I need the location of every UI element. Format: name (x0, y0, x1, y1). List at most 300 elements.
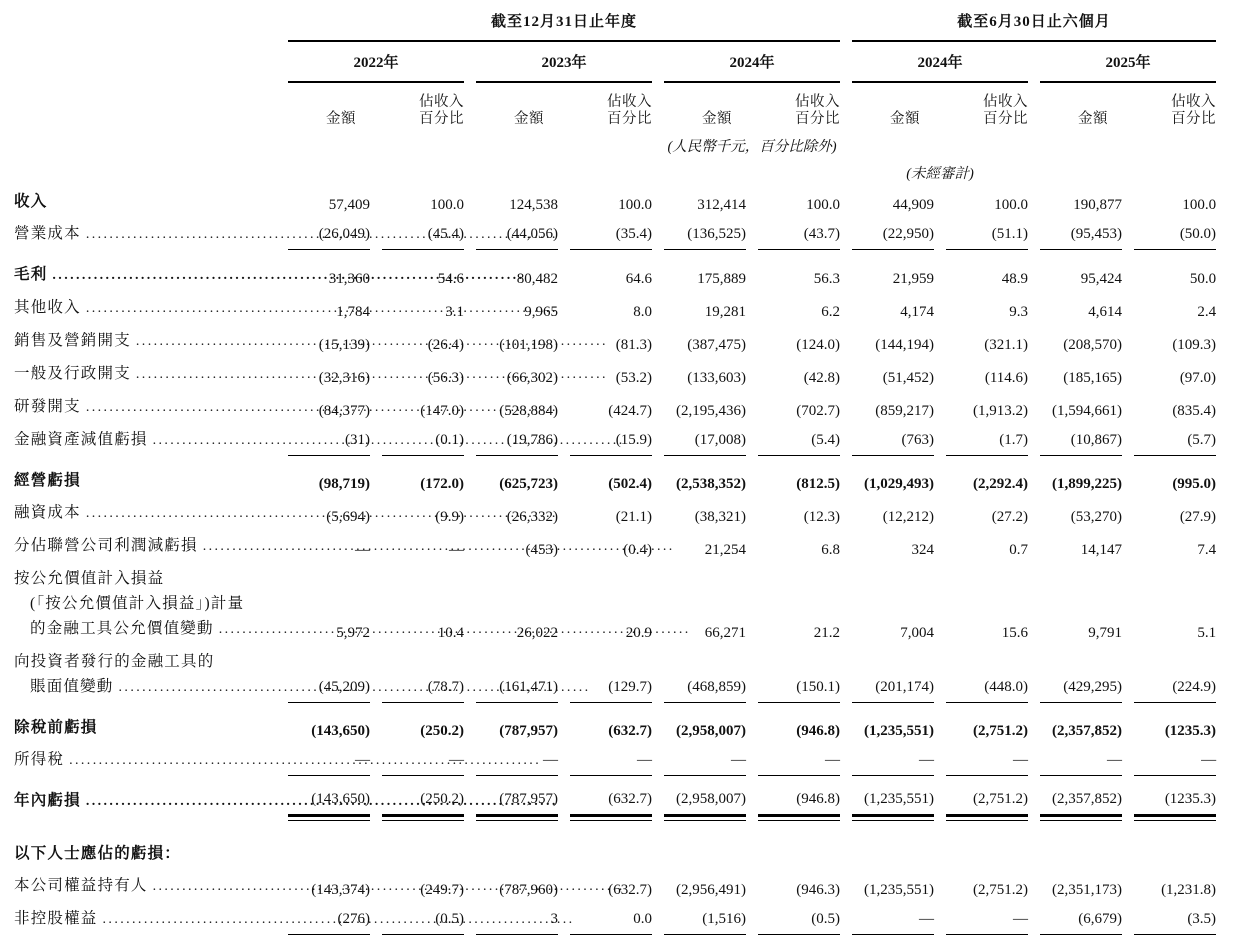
empty-cell (1040, 131, 1122, 158)
empty-cell (382, 158, 464, 185)
pct-cell: 3.1 (445, 304, 464, 320)
pct-column-header (570, 83, 652, 131)
row-label (14, 456, 276, 496)
row-label (14, 821, 276, 869)
pct-cell: (448.0) (946, 645, 1028, 703)
pct-cell: (632.7) (608, 723, 652, 739)
pct-cell (946, 821, 1028, 869)
pct-cell: (0.5) (758, 902, 840, 935)
amount-cell: (528,884) (499, 403, 558, 419)
row-label-spacer (14, 158, 276, 185)
amount-cell: — (852, 743, 934, 776)
row-label-text: 本公司權益持有人 (14, 877, 148, 894)
amount-cell: (38,321) (694, 509, 746, 525)
row-label-line (14, 262, 276, 288)
row-label-text: 毛利 (14, 266, 48, 283)
pct-header-line1: 佔收入 (419, 94, 464, 110)
row-label-spacer (14, 8, 276, 42)
pct-cell (758, 821, 840, 869)
pct-cell: (632.7) (608, 882, 652, 898)
row-label-text: 非控股權益 (14, 910, 98, 927)
amount-cell: (787,957) (476, 776, 558, 817)
pct-cell: (946.8) (758, 776, 840, 817)
amount-cell: (51,452) (882, 370, 935, 386)
amount-cell: 44,909 (892, 197, 935, 213)
pct-cell: (0.4) (623, 542, 652, 558)
pct-cell: 0.7 (1009, 542, 1029, 558)
amount-header-text: 金額 (514, 110, 544, 127)
row-label-text: 年內虧損 (14, 792, 81, 809)
pct-cell: (946.8) (796, 723, 841, 739)
year-header: 2022年 (288, 42, 464, 83)
amount-header-text: 金額 (890, 110, 921, 127)
pct-cell: 7.4 (1197, 542, 1217, 558)
amount-cell: (1,235,551) (864, 723, 935, 739)
pct-cell: — (449, 542, 464, 558)
pct-cell: 15.6 (1001, 625, 1029, 641)
amount-cell: (2,538,352) (676, 476, 746, 492)
amount-cell: (387,475) (687, 337, 746, 353)
empty-cell (476, 131, 558, 158)
period-group-title: 截至6月30日止六個月 (852, 8, 1216, 42)
amount-cell (288, 821, 370, 869)
row-label-line (14, 873, 276, 899)
amount-cell: (468,859) (664, 645, 746, 703)
empty-cell (288, 158, 370, 185)
amount-cell: (201,174) (852, 645, 934, 703)
amount-cell: (2,195,436) (676, 403, 746, 419)
row-label (14, 423, 276, 456)
pct-cell: (1,913.2) (973, 403, 1029, 419)
pct-cell: (172.0) (420, 476, 464, 492)
amount-cell: — (476, 743, 558, 776)
pct-cell: (56.3) (427, 370, 464, 386)
pct-header-line1: 佔收入 (983, 94, 1029, 110)
row-label-text: 分佔聯營公司利潤減虧損 (14, 537, 198, 554)
pct-cell: (150.1) (758, 645, 840, 703)
empty-cell (758, 158, 840, 185)
amount-cell: (32,316) (318, 370, 370, 386)
empty-cell (1134, 131, 1216, 158)
table-row (14, 902, 1216, 935)
pct-cell (1134, 821, 1216, 869)
pct-cell: (12.3) (803, 509, 841, 525)
pct-cell: (78.7) (382, 645, 464, 703)
pct-column-header (382, 83, 464, 131)
pct-cell: 100.0 (430, 197, 464, 213)
amount-cell: (144,194) (875, 337, 935, 353)
pct-cell: (81.3) (615, 337, 652, 353)
amount-cell: 26,022 (516, 625, 558, 641)
pct-header-line1: 佔收入 (1171, 94, 1217, 110)
row-label (14, 217, 276, 250)
amount-cell: 124,538 (509, 197, 558, 213)
pct-cell: 21.2 (813, 625, 841, 641)
amount-cell: (787,957) (499, 723, 558, 739)
amount-cell: — (664, 743, 746, 776)
row-label-line (14, 533, 276, 559)
pct-cell: (3.5) (1134, 902, 1216, 935)
pct-cell: (109.3) (1172, 337, 1217, 353)
table-row (14, 496, 1216, 529)
amount-cell: 80,482 (516, 271, 558, 287)
amount-cell: (101,198) (499, 337, 558, 353)
row-label-line: (「按公允價值計入損益」)計量 (30, 595, 245, 612)
pct-cell: 100.0 (1182, 197, 1217, 213)
amount-cell: 5,972 (336, 625, 370, 641)
row-label (14, 250, 276, 291)
pct-cell: (502.4) (608, 476, 652, 492)
currency-note-row (14, 131, 1216, 158)
pct-cell: 56.3 (813, 271, 841, 287)
amount-cell: 57,409 (328, 197, 370, 213)
row-label (14, 324, 276, 357)
amount-cell: 95,424 (1080, 271, 1123, 287)
amount-cell: 7,004 (900, 625, 935, 641)
pct-column-header (758, 83, 840, 131)
unaudited-note-wrap (852, 162, 1028, 183)
amount-cell: (143,650) (288, 776, 370, 817)
amount-cell: (45,209) (288, 645, 370, 703)
year-header-row (14, 42, 1216, 83)
pct-cell: (2,751.2) (973, 882, 1029, 898)
row-label (14, 902, 276, 935)
table-row (14, 324, 1216, 357)
row-label-text: 融資成本 (14, 504, 81, 521)
pct-cell: (702.7) (796, 403, 841, 419)
pct-column-header (946, 83, 1028, 131)
amount-cell: (17,008) (664, 423, 746, 456)
row-label-line (14, 221, 276, 247)
pct-cell: 0.0 (570, 902, 652, 935)
amount-cell: (2,958,007) (676, 723, 746, 739)
row-label-line: 經營虧損 (14, 472, 81, 489)
pct-cell: — (570, 743, 652, 776)
pct-cell: (946.3) (796, 882, 841, 898)
empty-cell (476, 158, 558, 185)
row-label-line (14, 788, 276, 814)
year-header: 2023年 (476, 42, 652, 83)
amount-cell: (5,694) (326, 509, 370, 525)
pct-cell: (43.7) (758, 217, 840, 250)
amount-cell: (1,899,225) (1052, 476, 1123, 492)
pct-cell: (249.7) (420, 882, 464, 898)
row-label-text: 研發開支 (14, 398, 81, 415)
amount-cell: (31) (288, 423, 370, 456)
amount-header-text: 金額 (1078, 110, 1109, 127)
pct-cell: (129.7) (570, 645, 652, 703)
table-row (14, 776, 1216, 817)
pct-cell: 8.0 (633, 304, 652, 320)
financial-table (2, 8, 1228, 935)
amount-cell: (453) (525, 542, 558, 558)
row-label-line: 向投資者發行的金融工具的 (14, 653, 215, 670)
amount-column-header (1040, 83, 1122, 131)
pct-cell: (53.2) (615, 370, 652, 386)
amount-column-header (852, 83, 934, 131)
amount-cell: (2,958,007) (664, 776, 746, 817)
empty-cell (1040, 158, 1122, 185)
row-label (14, 291, 276, 324)
pct-cell: (224.9) (1134, 645, 1216, 703)
amount-cell: 21,254 (704, 542, 746, 558)
table-row (14, 821, 1216, 869)
amount-cell: (1,594,661) (1052, 403, 1123, 419)
pct-cell: (27.2) (991, 509, 1029, 525)
amount-cell: (763) (852, 423, 934, 456)
row-label (14, 776, 276, 817)
pct-cell: (2,292.4) (973, 476, 1029, 492)
amount-cell: (26,332) (506, 509, 558, 525)
pct-cell: 100.0 (618, 197, 652, 213)
row-label-line: 按公允價值計入損益 (14, 570, 165, 587)
pct-cell: (835.4) (1172, 403, 1217, 419)
table-row (14, 703, 1216, 743)
pct-cell: 10.4 (437, 625, 464, 641)
row-label (14, 357, 276, 390)
row-label-text: 賬面值變動 (30, 678, 114, 695)
amount-cell: (625,723) (499, 476, 558, 492)
amount-column-header (288, 83, 370, 131)
table-row (14, 217, 1216, 250)
amount-cell (664, 821, 746, 869)
amount-cell: 312,414 (697, 197, 746, 213)
row-label-line (14, 295, 276, 321)
empty-cell (382, 131, 464, 158)
period-header-row (14, 8, 1216, 42)
amount-cell: (1,235,551) (864, 882, 935, 898)
amount-cell: (276) (288, 902, 370, 935)
pct-cell: 50.0 (1189, 271, 1217, 287)
amount-cell: (133,603) (687, 370, 746, 386)
pct-cell: (147.0) (420, 403, 464, 419)
amount-cell: (84,377) (318, 403, 370, 419)
pct-cell: (424.7) (608, 403, 652, 419)
pct-column-header (1134, 83, 1216, 131)
amount-cell: (143,374) (311, 882, 370, 898)
amount-cell: (208,570) (1063, 337, 1123, 353)
amount-cell: (26,049) (288, 217, 370, 250)
pct-cell: (97.0) (1179, 370, 1217, 386)
table-row (14, 562, 1216, 645)
row-label (14, 562, 276, 645)
row-label-line (14, 906, 276, 932)
year-header: 2025年 (1040, 42, 1216, 83)
pct-cell: 48.9 (1001, 271, 1029, 287)
pct-cell: (27.9) (1179, 509, 1217, 525)
amount-cell: — (355, 542, 370, 558)
amount-cell: (136,525) (664, 217, 746, 250)
row-label-text: 金融資產減值虧損 (14, 431, 148, 448)
unaudited-note-cell (852, 158, 1028, 185)
amount-cell: (44,056) (476, 217, 558, 250)
pct-cell: (250.2) (382, 776, 464, 817)
pct-cell: (995.0) (1172, 476, 1217, 492)
table-row (14, 423, 1216, 456)
amount-cell: — (852, 902, 934, 935)
pct-cell: 100.0 (806, 197, 841, 213)
pct-cell: (5.7) (1134, 423, 1216, 456)
amount-cell: 190,877 (1073, 197, 1123, 213)
row-label-text: 一般及行政開支 (14, 365, 131, 382)
amount-cell: (161,471) (476, 645, 558, 703)
row-label-text: 所得稅 (14, 751, 65, 768)
amount-cell: (1,029,493) (864, 476, 935, 492)
pct-cell: 100.0 (994, 197, 1029, 213)
row-label-text: 的金融工具公允價值變動 (30, 620, 214, 637)
pct-cell: (35.4) (570, 217, 652, 250)
year-header: 2024年 (852, 42, 1028, 83)
empty-cell (288, 131, 370, 158)
row-label (14, 496, 276, 529)
empty-cell (664, 158, 746, 185)
year-header: 2024年 (664, 42, 840, 83)
pct-cell: (51.1) (946, 217, 1028, 250)
pct-cell: (21.1) (615, 509, 652, 525)
pct-cell: (321.1) (984, 337, 1029, 353)
amount-cell: 324 (911, 542, 935, 558)
amount-cell: (143,650) (311, 723, 370, 739)
pct-cell: (124.0) (796, 337, 841, 353)
pct-header-line2: 百分比 (983, 110, 1029, 127)
amount-cell: (1,516) (664, 902, 746, 935)
dot-leader (86, 296, 558, 321)
row-label-line (14, 361, 276, 387)
amount-cell: (6,679) (1040, 902, 1122, 935)
amount-cell: (19,786) (476, 423, 558, 456)
pct-cell: 64.6 (625, 271, 652, 287)
amount-cell: — (288, 743, 370, 776)
pct-cell: (2,751.2) (973, 723, 1029, 739)
pct-cell: (26.4) (427, 337, 464, 353)
table-row (14, 291, 1216, 324)
pct-cell: — (946, 743, 1028, 776)
pct-cell: 9.3 (1009, 304, 1029, 320)
amount-cell: (95,453) (1040, 217, 1122, 250)
amount-cell: (787,960) (499, 882, 558, 898)
row-label-line (14, 616, 276, 642)
row-label-line (14, 674, 276, 700)
row-label-line (14, 427, 276, 453)
pct-cell: (50.0) (1134, 217, 1216, 250)
row-label-text: 營業成本 (14, 225, 81, 242)
dot-leader (203, 534, 675, 559)
currency-note: (人民幣千元，百分比除外) (667, 139, 837, 155)
pct-cell: (9.9) (435, 509, 464, 525)
table-row (14, 645, 1216, 703)
dot-leader (69, 748, 541, 773)
pct-cell: — (1134, 743, 1216, 776)
row-label (14, 743, 276, 776)
table-header (14, 8, 1216, 185)
row-label-spacer (14, 42, 276, 83)
amount-cell: (22,950) (852, 217, 934, 250)
pct-cell: — (382, 743, 464, 776)
pct-header-line1: 佔收入 (795, 94, 841, 110)
amount-cell: (185,165) (1063, 370, 1123, 386)
amount-cell: 1,784 (336, 304, 370, 320)
amount-cell: (1,235,551) (852, 776, 934, 817)
table-row (14, 250, 1216, 291)
pct-cell: 6.8 (821, 542, 841, 558)
amount-cell: (12,212) (882, 509, 935, 525)
empty-cell (570, 158, 652, 185)
row-label-line (14, 747, 276, 773)
row-label (14, 645, 276, 703)
amount-cell: 9,965 (524, 304, 558, 320)
amount-cell: (429,295) (1040, 645, 1122, 703)
pct-cell: 6.2 (821, 304, 841, 320)
amount-cell: (53,270) (1070, 509, 1123, 525)
pct-cell: (0.5) (382, 902, 464, 935)
unaudited-note-row (14, 158, 1216, 185)
pct-cell: — (946, 902, 1028, 935)
currency-note-cell (664, 131, 840, 158)
amount-cell: 9,791 (1088, 625, 1123, 641)
pct-cell (570, 821, 652, 869)
amount-cell: 31,360 (328, 271, 370, 287)
column-header-row (14, 83, 1216, 131)
amount-cell: (15,139) (318, 337, 370, 353)
pct-cell: (1235.3) (1134, 776, 1216, 817)
dot-leader (86, 501, 558, 526)
row-label-line: 收入 (14, 193, 48, 210)
amount-cell: (2,956,491) (676, 882, 746, 898)
pct-cell (382, 821, 464, 869)
pct-header-line1: 佔收入 (607, 94, 652, 110)
amount-cell: 4,174 (900, 304, 935, 320)
row-label-line: 除稅前虧損 (14, 719, 98, 736)
empty-cell (570, 131, 652, 158)
pct-cell: (15.9) (570, 423, 652, 456)
pct-cell: 5.1 (1197, 625, 1217, 641)
pct-cell: (812.5) (796, 476, 841, 492)
row-label (14, 390, 276, 423)
amount-cell (1040, 821, 1122, 869)
pct-header-line2: 百分比 (419, 110, 464, 127)
pct-cell: (45.4) (382, 217, 464, 250)
pct-cell: — (758, 743, 840, 776)
amount-cell: 14,147 (1080, 542, 1123, 558)
amount-cell: (2,357,852) (1040, 776, 1122, 817)
amount-cell: (66,302) (506, 370, 558, 386)
amount-cell: 19,281 (704, 304, 746, 320)
currency-note-wrap (664, 135, 840, 156)
row-label-text: 銷售及營銷開支 (14, 332, 131, 349)
amount-cell: (10,867) (1040, 423, 1122, 456)
amount-cell (476, 821, 558, 869)
table-row (14, 743, 1216, 776)
pct-header-line2: 百分比 (607, 110, 652, 127)
pct-cell: 54.6 (437, 271, 464, 287)
pct-cell: (42.8) (803, 370, 841, 386)
pct-cell: (250.2) (420, 723, 464, 739)
amount-cell: (2,351,173) (1052, 882, 1123, 898)
row-label-line (14, 394, 276, 420)
amount-cell: 3 (476, 902, 558, 935)
row-label (14, 185, 276, 217)
amount-cell: 4,614 (1088, 304, 1123, 320)
amount-cell: (859,217) (875, 403, 935, 419)
period-group-title: 截至12月31日止年度 (288, 8, 840, 42)
pct-cell: (2,751.2) (946, 776, 1028, 817)
pct-cell: (114.6) (984, 370, 1029, 386)
pct-cell: (632.7) (570, 776, 652, 817)
amount-cell: 21,959 (892, 271, 935, 287)
row-label-line (14, 328, 276, 354)
amount-cell: — (1040, 743, 1122, 776)
amount-cell: (98,719) (318, 476, 370, 492)
